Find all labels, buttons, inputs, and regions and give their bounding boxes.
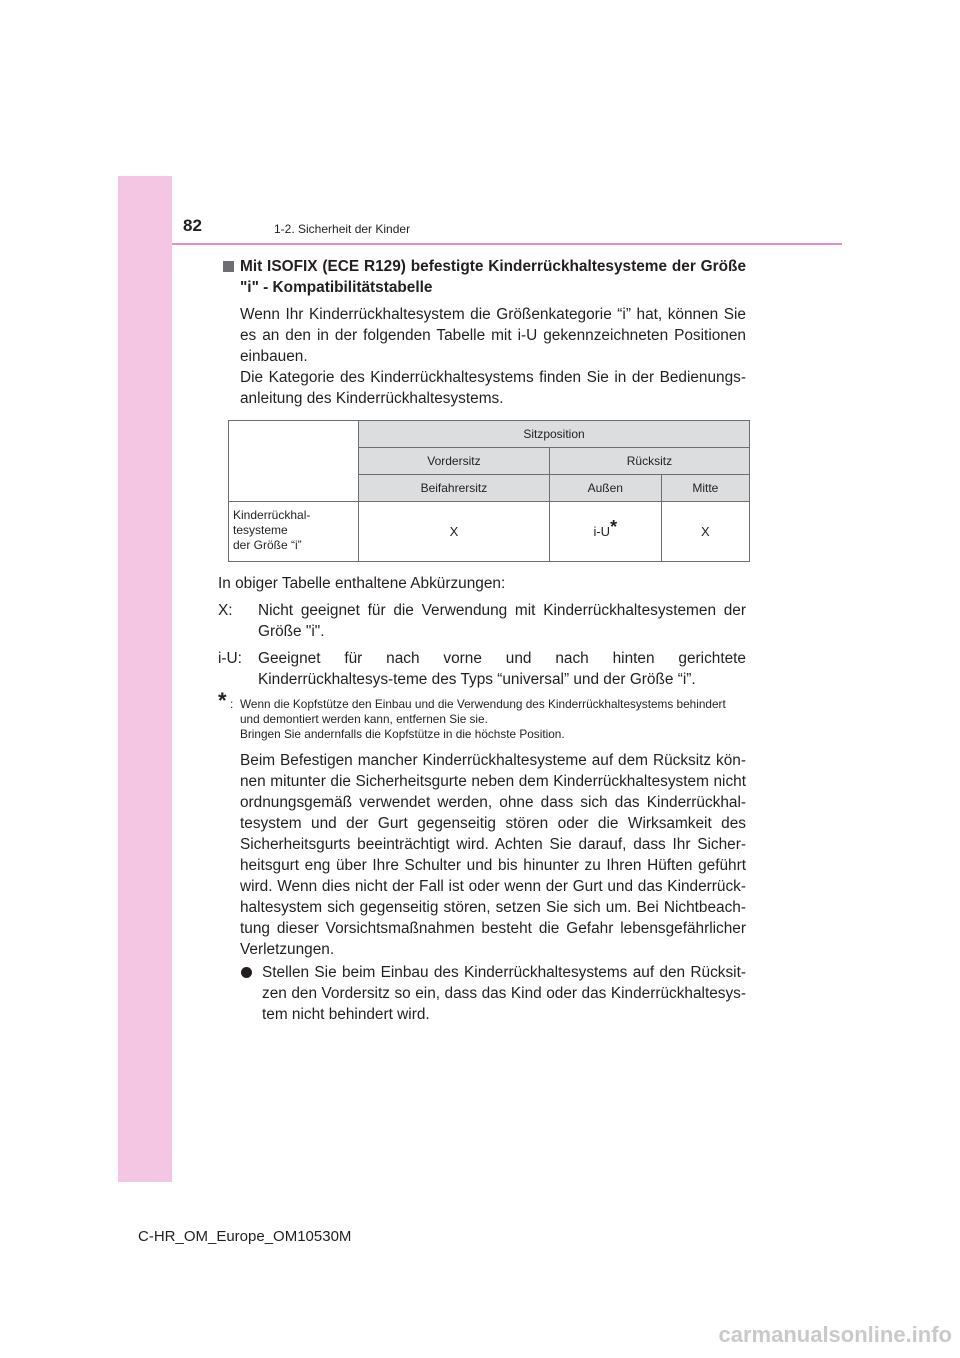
row-label-size-i <box>229 502 359 562</box>
caution-paragraph: Beim Befestigen mancher Kinderrückhaltesysteme auf dem Rücksitz kön-nen mitunter die Sicherheitsgurte neben dem Kinderrückhaltesystem nicht ordnungsgemäß verwendet werden, ohne dass sich das Kinderrückhal-tesystem und der Gurt gegenseitig stören oder die Wirksamkeit des Sicherheitsgurts beeinträchtigt wird. Achten Sie darauf, dass Ihr Sicher-heitsgurt eng über Ihre Schulter und bis hinunter zu Ihren Hüften geführt wird. Wenn dies nicht der Fall ist oder wenn der Gurt und das Kinderrück-haltesystem sich gegenseitig stören, setzen Sie sich um. Bei Nichtbeach-tung dieser Vorsichtsmaßnahmen besteht die Gefahr lebensgefährlicher Verletzungen. <box>240 752 746 958</box>
footnote-colon: : <box>230 697 234 711</box>
abbreviation-item <box>218 648 746 690</box>
passenger-seat-header: Beifahrersitz <box>359 475 550 502</box>
bullet-text: Stellen Sie beim Einbau des Kinderrückhaltesystems auf den Rücksit-zen den Vordersitz so ein, dass das Kind oder das Kinderrückhaltesys-tem nicht behindert wird. <box>262 964 746 1023</box>
value-passenger-seat: X <box>359 502 550 562</box>
footnote-line-2: Bringen Sie andernfalls die Kopfstütze in die höchste Position. <box>240 727 565 741</box>
section-title: 1-2. Sicherheit der Kinder <box>274 222 411 236</box>
header-divider <box>172 243 842 245</box>
abbreviations-title: In obiger Tabelle enthaltene Abkürzungen: <box>218 575 506 592</box>
outer-seat-header: Außen <box>549 475 661 502</box>
rear-seat-header: Rücksitz <box>549 448 749 475</box>
watermark-logo: carmanualsonline.info <box>718 1322 952 1347</box>
footnote-marker: * <box>610 517 618 537</box>
table-corner-cell <box>229 421 359 502</box>
value-middle-seat: X <box>661 502 749 562</box>
section-heading <box>218 256 746 298</box>
middle-seat-header: Mitte <box>661 475 749 502</box>
section-heading-text: Mit ISOFIX (ECE R129) befestigte Kinderrückhaltesysteme der Größe "i" - Kompatibilitätstabelle <box>240 258 746 296</box>
side-color-band <box>118 176 172 1182</box>
value-outer-seat <box>549 502 661 562</box>
front-seat-header: Vordersitz <box>359 448 550 475</box>
row-label-line-2: tesysteme <box>233 523 288 537</box>
footnote-line-1: Wenn die Kopfstütze den Einbau und die Verwendung des Kinderrückhaltesystems behindert und demontiert werden kann, entfernen Sie sie. <box>240 697 726 726</box>
seat-position-header: Sitzposition <box>359 421 750 448</box>
row-label-line-3: der Größe “i” <box>233 538 302 552</box>
value-outer-text: i-U <box>593 524 611 539</box>
abbreviation-text: Nicht geeignet für die Verwendung mit Kinderrückhaltesystemen der Größe "i". <box>258 602 746 640</box>
page-content <box>218 256 746 1025</box>
bullet-item <box>240 962 746 1025</box>
abbreviation-key: i-U: <box>218 650 242 667</box>
square-bullet-icon <box>223 261 234 272</box>
abbreviation-text: Geeignet für nach vorne und nach hinten gerichtete Kinderrückhaltesys-teme des Typs “universal” und der Größe “i”. <box>258 650 746 688</box>
footnote-star: * <box>218 688 227 713</box>
intro-paragraph-1: Wenn Ihr Kinderrückhaltesystem die Größenkategorie “i” hat, können Sie es an den in der folgenden Tabelle mit i-U gekennzeichneten Positionen einbauen. <box>240 306 746 365</box>
abbreviation-item <box>218 600 746 642</box>
footnote <box>218 688 746 742</box>
round-bullet-icon <box>241 967 252 978</box>
compatibility-table <box>228 420 750 562</box>
abbreviation-key: X: <box>218 602 233 619</box>
row-label-line-1: Kinderrückhal- <box>233 508 311 522</box>
footer-document-id: C-HR_OM_Europe_OM10530M <box>138 1228 352 1245</box>
page-number: 82 <box>183 216 202 235</box>
intro-paragraph-2: Die Kategorie des Kinderrückhaltesystems finden Sie in der Bedienungs-anleitung des Kinderrückhaltesystems. <box>240 369 746 407</box>
